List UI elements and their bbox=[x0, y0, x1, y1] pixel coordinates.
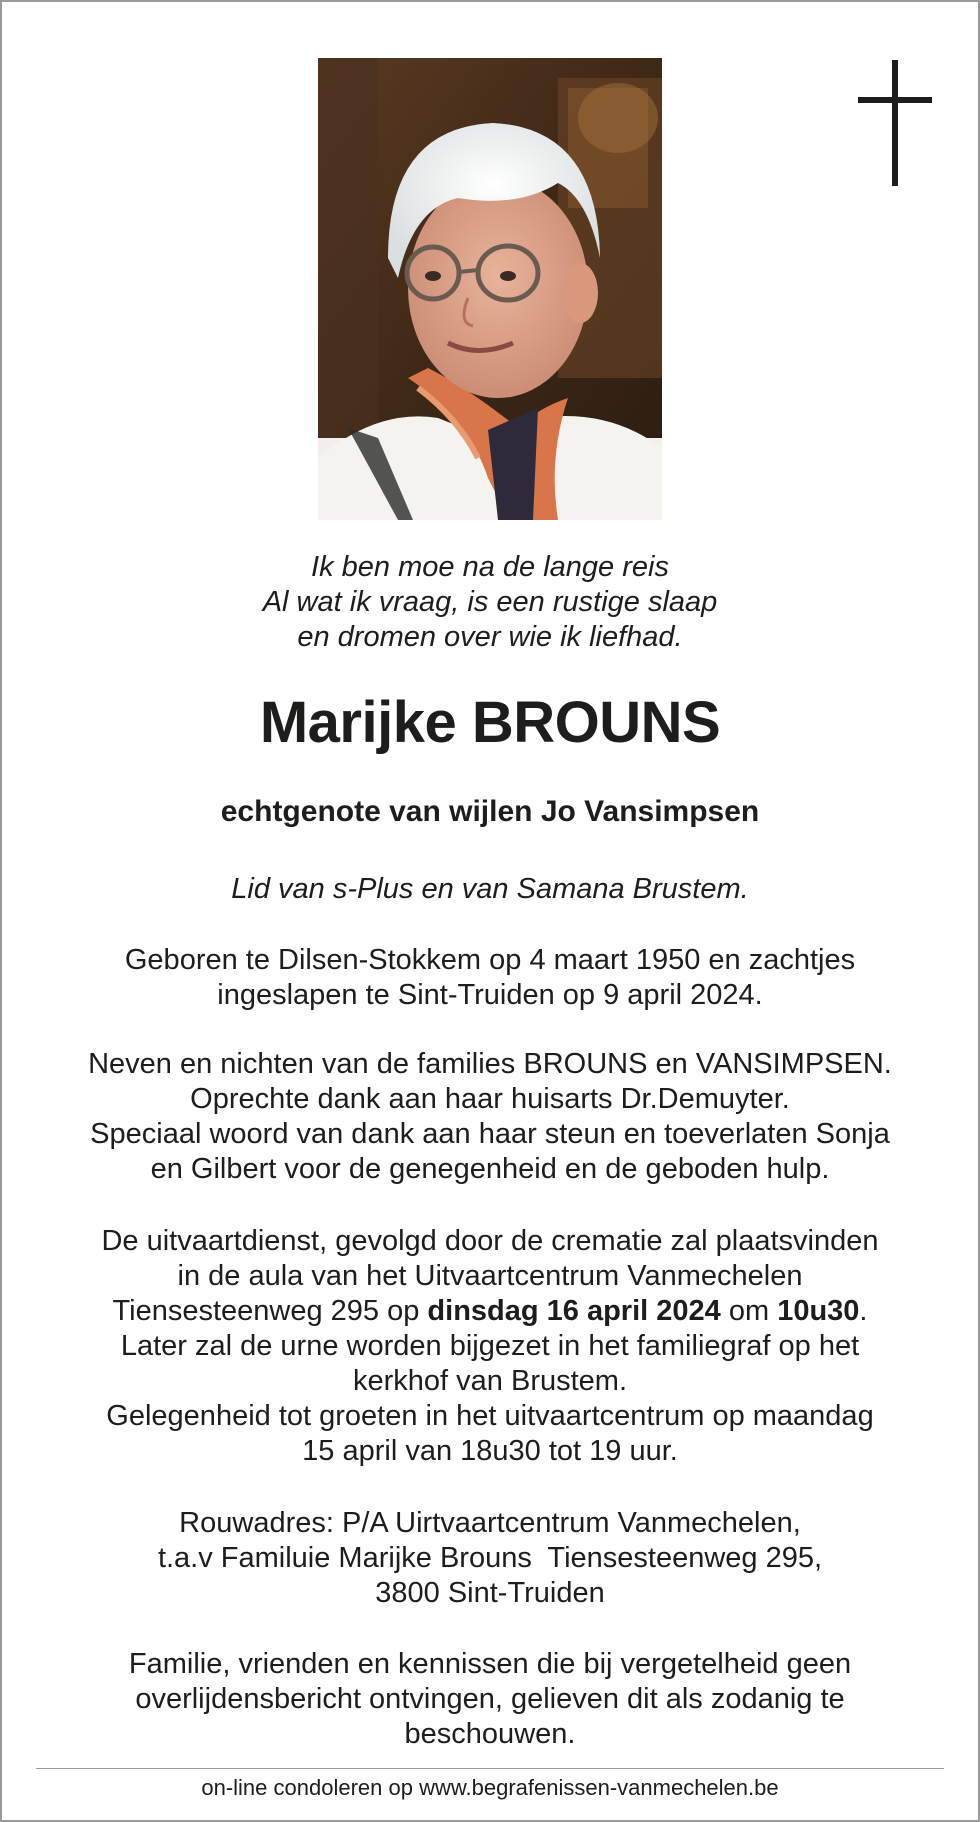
membership-text: Lid van s-Plus en van Samana Brustem. bbox=[231, 873, 749, 905]
text-line: in de aula van het Uitvaartcentrum Vanmechelen bbox=[177, 1260, 803, 1292]
text-line bbox=[40, 1294, 940, 1329]
text-line: Rouwadres: P/A Uirtvaartcentrum Vanmechelen, bbox=[179, 1507, 801, 1539]
deceased-name: Marijke BROUNS bbox=[259, 690, 721, 755]
portrait-photo bbox=[318, 58, 662, 520]
poem-line: Ik ben moe na de lange reis bbox=[311, 551, 669, 583]
text-line: 3800 Sint-Truiden bbox=[375, 1577, 605, 1609]
text-line: Geboren te Dilsen-Stokkem op 4 maart 1950 en zachtjes bbox=[124, 944, 856, 976]
spouse-line: echtgenote van wijlen Jo Vansimpsen bbox=[220, 795, 760, 828]
footer-divider bbox=[36, 1768, 944, 1769]
notice-paragraph bbox=[40, 1647, 940, 1752]
poem-line: Al wat ik vraag, is een rustige slaap bbox=[262, 586, 718, 618]
text-line: Oprechte dank aan haar huisarts Dr.Demuyter. bbox=[190, 1083, 790, 1115]
text-line: De uitvaartdienst, gevolgd door de crematie zal plaatsvinden bbox=[101, 1225, 879, 1257]
text-line: Neven en nichten van de families BROUNS en VANSIMPSEN. bbox=[88, 1048, 892, 1080]
text-fragment: . bbox=[859, 1295, 868, 1327]
birth-death-paragraph bbox=[40, 943, 940, 1013]
text-line: Gelegenheid tot groeten in het uitvaartcentrum op maandag bbox=[106, 1400, 874, 1432]
text-line: en Gilbert voor de genegenheid en de geboden hulp. bbox=[150, 1153, 830, 1185]
text-line: Later zal de urne worden bijgezet in het familiegraf op het bbox=[120, 1330, 860, 1362]
cross-icon bbox=[858, 60, 932, 186]
text-line: 15 april van 18u30 tot 19 uur. bbox=[302, 1435, 678, 1467]
mourning-address bbox=[40, 1506, 940, 1611]
family-paragraph bbox=[40, 1047, 940, 1187]
text-line: beschouwen. bbox=[404, 1718, 576, 1750]
text-line: t.a.v Familuie Marijke Brouns Tiensesteenweg 295, bbox=[157, 1542, 823, 1574]
text-fragment: om bbox=[720, 1295, 778, 1327]
service-date: dinsdag 16 april 2024 bbox=[427, 1295, 721, 1327]
text-line: kerkhof van Brustem. bbox=[353, 1365, 627, 1397]
funeral-service-paragraph bbox=[40, 1224, 940, 1469]
text-line: ingeslapen te Sint-Truiden op 9 april 2024. bbox=[217, 979, 763, 1011]
text-line: Speciaal woord van dank aan haar steun en toeverlaten Sonja bbox=[90, 1118, 890, 1150]
service-time: 10u30 bbox=[777, 1295, 860, 1327]
text-fragment: Tiensesteenweg 295 op bbox=[112, 1295, 428, 1327]
poem bbox=[0, 550, 980, 655]
text-line: Familie, vrienden en kennissen die bij vergetelheid geen bbox=[128, 1648, 852, 1680]
membership-line bbox=[0, 872, 980, 907]
condolence-footer: on-line condoleren op www.begrafenissen-vanmechelen.be bbox=[201, 1775, 779, 1800]
poem-line: en dromen over wie ik liefhad. bbox=[297, 621, 683, 653]
text-line: overlijdensbericht ontvingen, gelieven dit als zodanig te bbox=[135, 1683, 845, 1715]
